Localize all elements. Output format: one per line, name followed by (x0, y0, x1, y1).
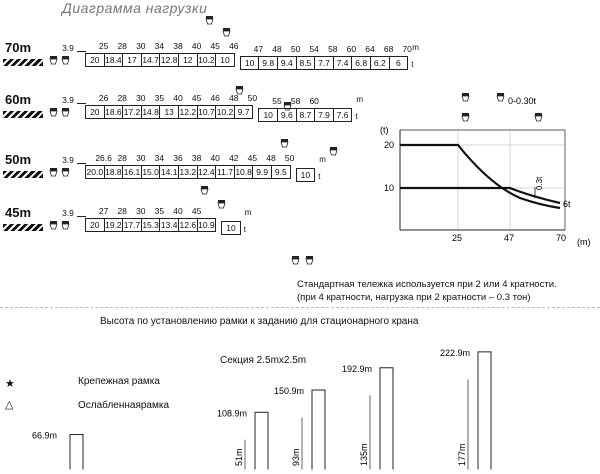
load-cell: 8.7 (296, 108, 316, 122)
tower-heights-diagram (0, 330, 600, 474)
load-cell: 20 (85, 53, 105, 67)
tower-2 (312, 390, 325, 470)
row-position: 35 (154, 206, 165, 216)
hook-icon (330, 147, 337, 155)
row-position: 30 (136, 153, 146, 163)
row-position: 30 (136, 206, 146, 216)
load-cell: 12.6 (179, 220, 197, 230)
row-position: 46 (210, 93, 220, 103)
load-cell: 10 (258, 108, 278, 122)
load-cell: 9.7 (234, 105, 254, 119)
boom-length-3: 45m (5, 205, 32, 220)
row-pos-start: 3.9 (62, 95, 74, 105)
load-cell: 10.8 (235, 167, 252, 177)
row-position: 64 (365, 44, 375, 54)
load-cell: 9.4 (277, 56, 297, 70)
load-cell: 10.7 (198, 107, 215, 117)
hook-icon (292, 256, 299, 264)
row-position: 34 (154, 41, 165, 51)
row-position: 30 (136, 93, 146, 103)
load-cell: 7.7 (314, 56, 334, 70)
row-unit-t: t (318, 172, 321, 181)
row-position: 50 (247, 93, 258, 103)
row-unit-m: m (412, 43, 419, 52)
hook-icon (62, 56, 69, 64)
hook-icon (50, 56, 57, 64)
row-position: 60 (346, 44, 357, 54)
label-03t: 0.3t (535, 176, 544, 190)
row-position: 38 (173, 41, 183, 51)
row-position: 48 (229, 93, 239, 103)
load-cell: 18.4 (105, 55, 122, 65)
graph-ytick-10: 10 (384, 183, 395, 193)
load-cell: 15.3 (142, 220, 159, 230)
row-position: 27 (98, 206, 109, 216)
load-cell: 10.2 (198, 55, 215, 65)
row-position: 28 (117, 41, 127, 51)
hook-icon (50, 168, 57, 176)
row-position: 68 (383, 44, 394, 54)
tower-height-label: 192.9m (342, 363, 373, 374)
row-position: 30 (136, 41, 146, 51)
load-cell: 6.8 (351, 56, 371, 70)
load-cell: 11.7 (217, 167, 233, 177)
row-position: 48 (272, 44, 282, 54)
row-position: 47 (253, 44, 264, 54)
hook-icon (284, 102, 291, 110)
load-cell: 10 (221, 221, 241, 235)
hook-icon (306, 256, 313, 264)
load-curve-graph (370, 90, 600, 250)
row-position: 28 (117, 206, 127, 216)
row-unit-t: t (411, 60, 414, 69)
row-position: 40 (173, 93, 183, 103)
load-cell: 9.6 (277, 108, 297, 122)
heights-title: Высота по установлению рамки к заданию для стационарного крана (100, 316, 419, 327)
label-6t: 6t (563, 199, 571, 209)
tower-dim-label: 51m (234, 448, 244, 466)
row-position: 60 (309, 96, 319, 106)
hook-icon (218, 200, 225, 208)
row-unit-t: t (355, 112, 358, 121)
load-cell: 14.8 (142, 107, 159, 117)
row-pos-start: 3.9 (62, 43, 74, 53)
load-cell: 20.0 (86, 167, 104, 177)
graph-ytick-20: 20 (384, 140, 395, 150)
hook-icon (50, 108, 57, 116)
row-position: 50 (290, 44, 301, 54)
row-position: 38 (191, 153, 202, 163)
hook-icon (223, 28, 230, 36)
row-position: 58 (290, 96, 301, 106)
graph-xunit: (m) (577, 237, 591, 247)
load-cell: 7.6 (333, 108, 353, 122)
load-cell: 17 (122, 53, 142, 67)
row-unit-m: m (319, 155, 326, 164)
row-position: 45 (210, 41, 220, 51)
tower-0 (70, 435, 83, 470)
legend-range: 0-0.30t (508, 96, 537, 106)
load-cell: 6 (389, 56, 409, 70)
load-cell: 7.4 (333, 56, 353, 70)
hook-icon (201, 186, 208, 194)
row-position: 42 (229, 153, 239, 163)
graph-xtick-47: 47 (504, 233, 515, 243)
load-cell: 9.8 (258, 56, 278, 70)
row-position: 28 (117, 153, 127, 163)
tower-dim-label: 177m (457, 443, 467, 466)
row-position: 54 (309, 44, 319, 54)
legend-star-text: Крепежная рамка (78, 376, 160, 387)
hook-icon (62, 168, 69, 176)
row-position: 40 (173, 206, 183, 216)
load-cell: 20 (85, 218, 105, 232)
section-divider (0, 307, 600, 308)
load-cell: 20 (85, 105, 105, 119)
hook-icon (62, 108, 69, 116)
triangle-icon: △ (5, 399, 14, 411)
row-position: 25 (98, 41, 109, 51)
tower-height-label: 150.9m (274, 386, 305, 397)
row-position: 35 (154, 93, 165, 103)
row-position: 45 (191, 93, 202, 103)
graph-yunit: (t) (380, 125, 389, 135)
tower-height-label: 108.9m (217, 408, 248, 419)
row-pos-start: 3.9 (62, 208, 74, 218)
load-cell: 14.7 (142, 55, 159, 65)
load-cell: 13.2 (179, 167, 197, 177)
load-cell: 7.9 (314, 108, 334, 122)
tower-height-label: 222.9m (440, 347, 471, 358)
hook-icon (206, 16, 213, 24)
load-cell: 10 (296, 168, 316, 182)
row-position: 28 (117, 93, 127, 103)
load-cell: 13.4 (160, 220, 178, 230)
boom-length-0: 70m (5, 40, 32, 55)
row-position: 48 (266, 153, 276, 163)
load-cell: 12.4 (198, 167, 215, 177)
tower-1 (255, 412, 268, 470)
load-cell: 12.2 (179, 107, 197, 117)
load-cell: 9.9 (252, 165, 272, 179)
load-cell: 9.5 (271, 165, 291, 179)
load-cell: 10.2 (216, 107, 234, 117)
diagram-title: Диаграмма нагрузки (62, 0, 208, 16)
row-position: 58 (328, 44, 338, 54)
star-icon: ★ (5, 378, 15, 390)
load-cell: 15.0 (142, 167, 159, 177)
load-cell: 13 (159, 105, 179, 119)
row-position: 55 (272, 96, 282, 106)
load-cell: 12.8 (160, 55, 178, 65)
row-position: 34 (154, 153, 165, 163)
legend-triangle-text: Ослабленнаярамка (78, 400, 170, 411)
boom-length-1: 60m (5, 92, 32, 107)
tower-dim-label: 135m (359, 443, 369, 466)
load-cell: 18.8 (105, 167, 122, 177)
section-label: Секция 2.5mx2.5m (220, 355, 307, 366)
graph-xtick-70: 70 (556, 233, 567, 243)
tower-3 (380, 368, 393, 470)
row-position: 26 (98, 93, 109, 103)
load-cell: 17.2 (123, 107, 141, 117)
row-position: 70 (402, 44, 412, 54)
load-cell: 10 (215, 53, 235, 67)
load-cell: 12 (178, 53, 198, 67)
note-line-2: (при 4 кратности, нагрузка при 2 кратности – 0.3 тон) (297, 292, 531, 303)
boom-length-2: 50m (5, 152, 32, 167)
hook-icon (236, 86, 243, 94)
row-position: 40 (210, 153, 220, 163)
tower-height-label: 66.9m (32, 430, 58, 441)
row-position: 45 (191, 206, 202, 216)
row-position: 50 (284, 153, 295, 163)
load-cell: 17.7 (123, 220, 141, 230)
load-cell: 18.6 (105, 107, 122, 117)
tower-4 (478, 352, 491, 470)
load-cell: 6.2 (370, 56, 390, 70)
row-position: 45 (247, 153, 258, 163)
hook-icon (62, 221, 69, 229)
load-cell: 16.1 (123, 167, 141, 177)
load-cell: 8.5 (296, 56, 316, 70)
row-unit-m: m (356, 95, 364, 104)
graph-xtick-25: 25 (452, 233, 463, 243)
note-line-1: Стандартная тележка используется при 2 или 4 кратности. (297, 279, 557, 290)
row-position: 36 (173, 153, 183, 163)
hook-icon (50, 221, 57, 229)
tower-dim-label: 93m (291, 448, 301, 466)
load-cell: 14.1 (160, 167, 178, 177)
row-unit-m: m (244, 208, 252, 217)
load-cell: 10 (240, 56, 260, 70)
load-cell: 19.2 (105, 220, 122, 230)
row-pos-start: 3.9 (62, 155, 74, 165)
curve-20t (400, 145, 560, 208)
row-unit-t: t (243, 225, 247, 234)
row-position: 46 (229, 41, 239, 51)
row-position: 40 (191, 41, 202, 51)
hook-icon (281, 139, 288, 147)
load-cell: 10.9 (198, 220, 215, 230)
row-position: 26.6 (95, 153, 112, 163)
